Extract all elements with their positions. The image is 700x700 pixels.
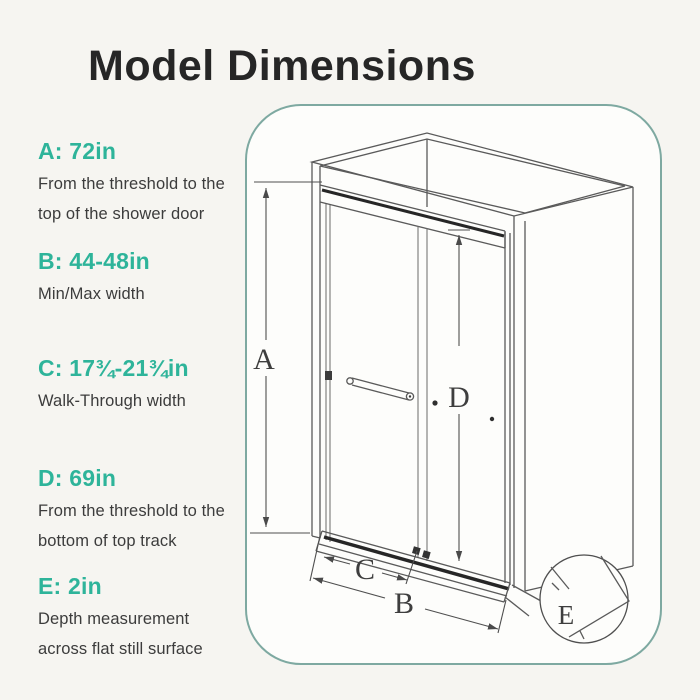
dim-label-e: E [557,600,575,630]
door-knob-right [490,417,494,421]
page-title: Model Dimensions [88,42,476,90]
spec-desc-d-line2: bottom of top track [38,532,177,550]
spec-label-d: D: 69in [38,465,117,491]
dim-a [250,182,322,533]
spec-label-e: E: 2in [38,573,102,599]
spec-desc-b-line1: Min/Max width [38,285,145,303]
enclosure-drawing [312,133,633,602]
spec-desc-a-line2: top of the shower door [38,205,205,223]
dim-label-b: B [393,587,415,620]
spec-desc-e-line2: across flat still surface [38,640,203,658]
spec-desc-d-line1: From the threshold to the [38,502,225,520]
detail-circle [540,555,628,643]
roller-right [422,550,431,559]
spec-label-b: B: 44-48in [38,248,150,274]
dim-e-detail [505,555,629,643]
dim-label-c: C [354,553,376,586]
dim-c [324,551,417,586]
post-bracket [325,371,332,380]
spec-label-a: A: 72in [38,138,117,164]
dim-label-a: A [253,343,275,376]
spec-desc-e-line1: Depth measurement [38,610,190,628]
dim-b [310,536,506,633]
dim-d [448,230,470,561]
spec-desc-a-line1: From the threshold to the [38,175,225,193]
spec-label-c: C: 17¾-21¾in [38,355,189,381]
spec-desc-c-line1: Walk-Through width [38,392,186,410]
dim-label-d: D [448,381,470,414]
door-knob-left [432,400,437,405]
towel-bar-handle [347,378,414,400]
